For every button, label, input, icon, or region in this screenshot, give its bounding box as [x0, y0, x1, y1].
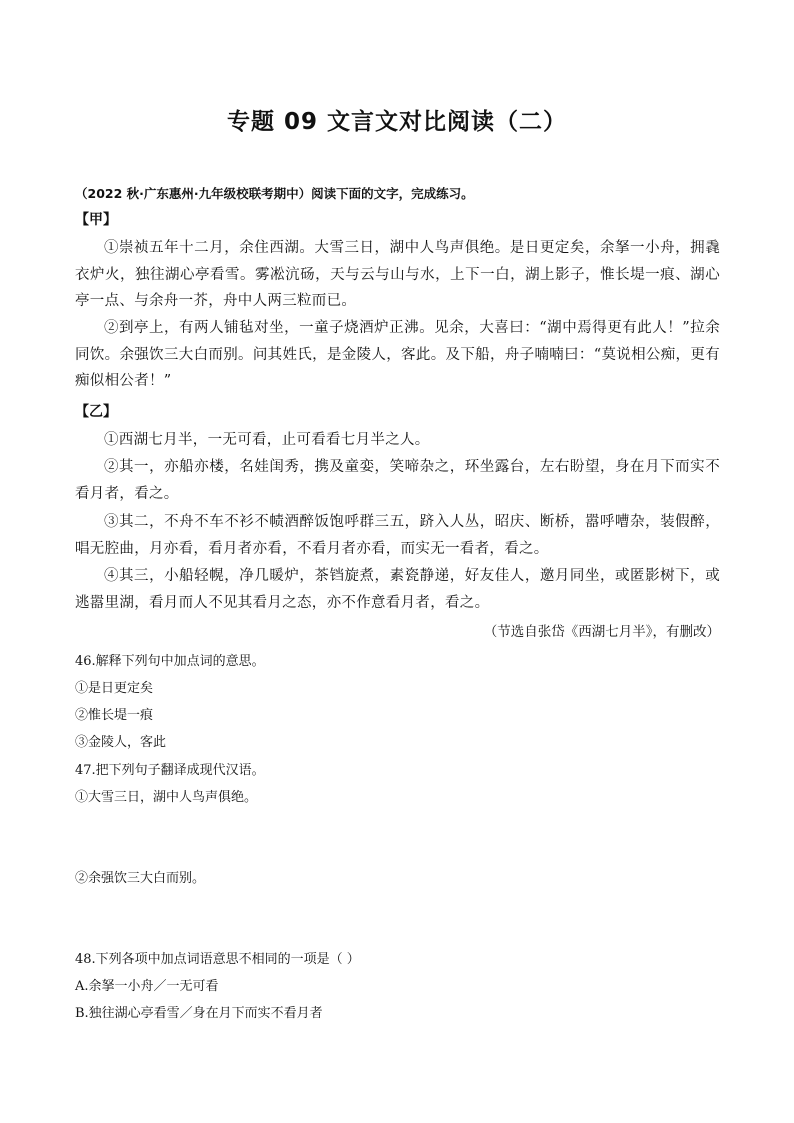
- question-46-item: ②惟长堤一痕: [75, 708, 154, 723]
- question-48-option: B.独往湖心亭看雪／身在月下而实不看月者: [75, 1006, 323, 1021]
- question-48-option: A.余拏一小舟／一无可看: [75, 979, 219, 994]
- yi-paragraph-4: ④其三，小船轻幌，净几暖炉，茶铛旋煮，素瓷静递，好友佳人，邀月同坐，或匿影树下，或逃嚣里湖，看月而人不见其看月之态，亦不作意看月者，看之。: [75, 568, 720, 611]
- question-47-stem: 47.把下列句子翻译成现代汉语。: [75, 763, 265, 778]
- source-line: （2022 秋·广东惠州·九年级校联考期中）阅读下面的文字，完成练习。: [75, 186, 474, 201]
- question-48-stem: 48.下列各项中加点词语意思不相同的一项是（ ）: [75, 952, 360, 967]
- jia-paragraph-1: ①崇祯五年十二月，余住西湖。大雪三日，湖中人鸟声俱绝。是日更定矣，余拏一小舟，拥毳衣炉火，独往湖心亭看雪。雾凇沆砀，天与云与山与水，上下一白，湖上影子，惟长堤一痕、湖心亭一点、与余舟一芥，舟中人两三粒而已。: [75, 240, 720, 309]
- section-label-yi: 【乙】: [75, 404, 117, 420]
- question-46-item: ③金陵人，客此: [75, 735, 167, 750]
- source-note: （节选自张岱《西湖七月半》，有删改）: [483, 624, 720, 640]
- yi-paragraph-2: ②其一，亦船亦楼，名娃闺秀，携及童娈，笑啼杂之，环坐露台，左右盼望，身在月下而实不看月者，看之。: [75, 459, 720, 502]
- question-46-stem: 46.解释下列句中加点词的意思。: [75, 654, 265, 669]
- jia-paragraph-2: ②到亭上，有两人铺毡对坐，一童子烧酒炉正沸。见余，大喜曰：“湖中焉得更有此人！”拉余同饮。余强饮三大白而别。问其姓氏，是金陵人，客此。及下船，舟子喃喃曰：“莫说相公痴，更有痴似相公者！”: [75, 320, 720, 389]
- yi-paragraph-3: ③其二，不舟不车不衫不帻酒醉饭饱呼群三五，跻入人丛，昭庆、断桥，嚣呼嘈杂，装假醉，唱无腔曲，月亦看，看月者亦看，不看月者亦看，而实无一看者，看之。: [75, 514, 720, 557]
- section-label-jia: 【甲】: [75, 212, 117, 228]
- question-46-item: ①是日更定矣: [75, 681, 154, 696]
- page-title: 专题 09 文言文对比阅读（二）: [226, 109, 568, 135]
- question-47-item: ②余强饮三大白而别。: [75, 871, 206, 886]
- yi-paragraph-1: ①西湖七月半，一无可看，止可看看七月半之人。: [104, 432, 430, 448]
- question-47-item: ①大雪三日，湖中人鸟声俱绝。: [75, 790, 258, 805]
